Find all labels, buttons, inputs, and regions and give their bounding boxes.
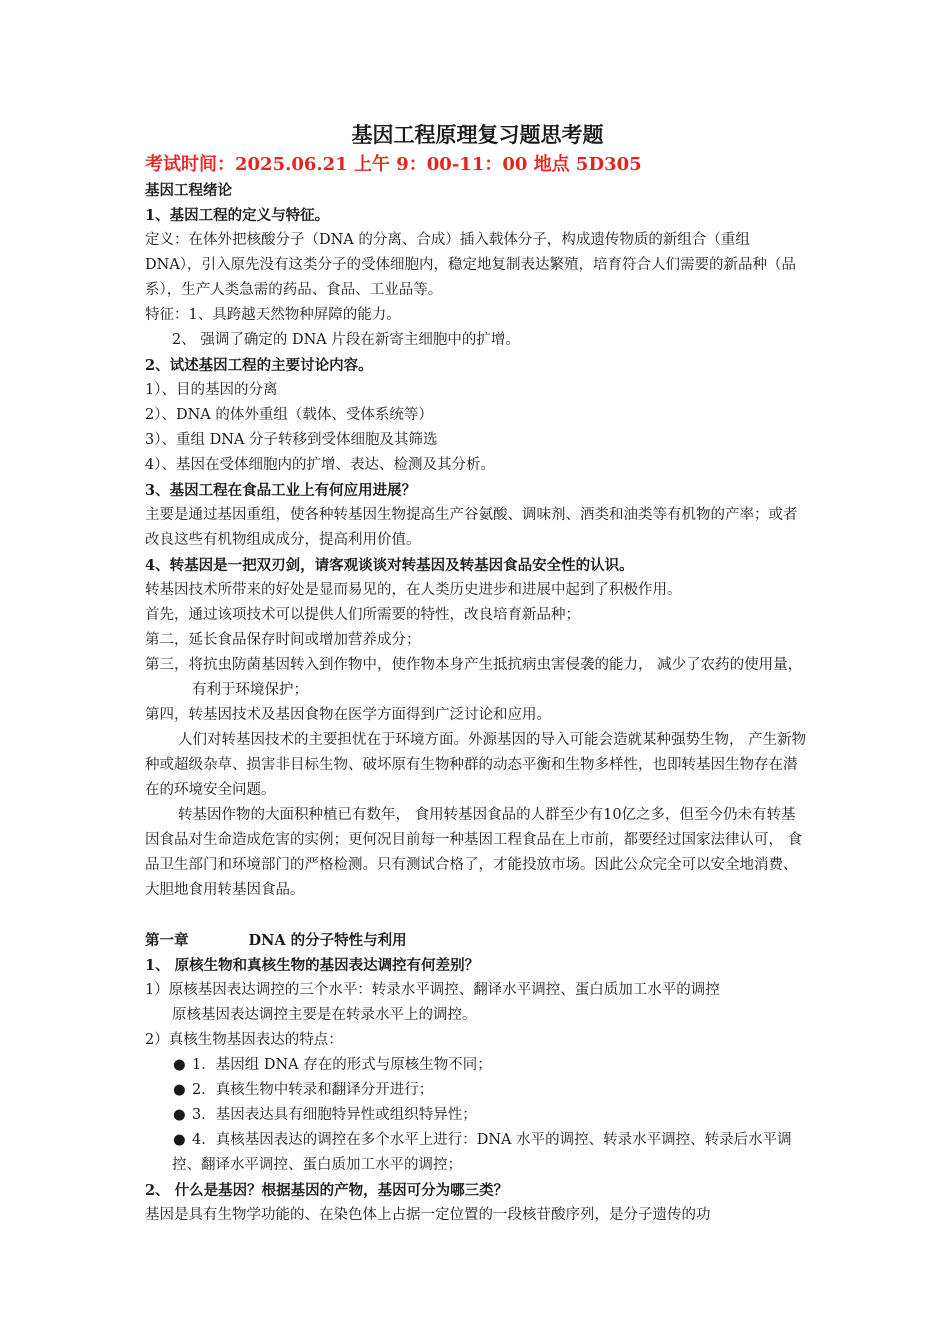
document-page [145, 118, 810, 1228]
list-item: 4）、基因在受体细胞内的扩增、表达、检测及其分析。 [145, 457, 495, 473]
list-item: ● 1．基因组 DNA 存在的形式与原核生物不同； [145, 1053, 810, 1078]
exam-info: 考试时间：2025.06.21 上午 9：00-11：00 地点 5D305 [145, 154, 642, 175]
spacer [145, 903, 810, 928]
feature-text: 2、 强调了确定的 DNA 片段在新寄主细胞中的扩增。 [172, 332, 520, 348]
list-item: 3）、重组 DNA 分子转移到受体细胞及其筛选 [145, 432, 438, 448]
chapter-name: DNA 的分子特性与利用 [248, 932, 407, 949]
answer-text: 基因是具有生物学功能的、在染色体上占据一定位置的一段核苷酸序列，是分子遗传的功 [145, 1207, 711, 1223]
list-item: 2）、DNA 的体外重组（载体、受体系统等） [145, 407, 433, 423]
chapter-label: 第一章 [145, 932, 189, 949]
feature-text: 特征：1、具跨越天然物种屏障的能力。 [145, 307, 401, 323]
bullet-icon: ● [173, 1132, 186, 1148]
answer-text: 转基因技术所带来的好处是显而易见的，在人类历史进步和进展中起到了积极作用。 [145, 582, 682, 598]
page-title: 基因工程原理复习题思考题 [351, 122, 604, 147]
bullet-list [145, 1053, 810, 1178]
list-item: ● 3．基因表达具有细胞特异性或组织特异性； [145, 1103, 810, 1128]
question-heading: 1、 原核生物和真核生物的基因表达调控有何差别？ [145, 957, 480, 974]
section-heading: 基因工程绪论 [145, 182, 232, 199]
question-heading: 4、转基因是一把双刃剑，请客观谈谈对转基因及转基因食品安全性的认识。 [145, 557, 634, 574]
answer-text: 主要是通过基因重组，使各种转基因生物提高生产谷氨酸、调味剂、酒类和油类等有机物的产率；或者改良这些有机物组成成分，提高利用价值。 [145, 507, 798, 548]
answer-text: 原核基因表达调控主要是在转录水平上的调控。 [172, 1007, 477, 1023]
answer-paragraph: 转基因作物的大面积种植已有数年， 食用转基因食品的人群至少有10亿之多，但至今仍未有转基因食品对生命造成危害的实例；更何况目前每一种基因工程食品在上市前，都要经过国家法律认可， 食品卫生部门和环境部门的严格检测。只有测试合格了，才能投放市场。因此公众完全可以安全地消费、大胆地食用转基因食品。 [145, 807, 803, 898]
answer-text: 1）原核基因表达调控的三个水平：转录水平调控、翻译水平调控、蛋白质加工水平的调控 [145, 982, 720, 998]
bullet-icon: ● [173, 1107, 186, 1123]
question-heading: 3、基因工程在食品工业上有何应用进展？ [145, 482, 417, 499]
list-item: 1）、目的基因的分离 [145, 382, 278, 398]
bullet-icon: ● [173, 1057, 186, 1073]
answer-paragraph: 人们对转基因技术的主要担忧在于环境方面。外源基因的导入可能会造就某种强势生物， 产生新物种或超级杂草、损害非目标生物、破坏原有生物种群的动态平衡和生物多样性，也即转基因生物存在潜在的环境安全问题。 [145, 732, 807, 798]
question-heading: 2、 什么是基因？根据基因的产物，基因可分为哪三类？ [145, 1182, 509, 1199]
question-heading: 2、试述基因工程的主要讨论内容。 [145, 357, 373, 374]
list-item: ● 2．真核生物中转录和翻译分开进行； [145, 1078, 810, 1103]
answer-text: 第四，转基因技术及基因食物在医学方面得到广泛讨论和应用。 [145, 707, 551, 723]
definition-text: 定义：在体外把核酸分子（DNA 的分离、合成）插入载体分子，构成遗传物质的新组合（重组 DNA），引入原先没有这类分子的受体细胞内，稳定地复制表达繁殖，培育符合人们需要的新品种（品系），生产人类急需的药品、食品、工业品等。 [145, 232, 797, 298]
answer-text: 第三，将抗虫防菌基因转入到作物中，使作物本身产生抵抗病虫害侵袭的能力， 减少了农药的使用量，有利于环境保护； [145, 657, 803, 698]
bullet-icon: ● [173, 1082, 186, 1098]
question-heading: 1、基因工程的定义与特征。 [145, 207, 330, 224]
answer-text: 首先，通过该项技术可以提供人们所需要的特性，改良培育新品种； [145, 607, 580, 623]
list-item: ● 4．真核基因表达的调控在多个水平上进行：DNA 水平的调控、转录水平调控、转录后水平调控、翻译水平调控、蛋白质加工水平的调控； [145, 1128, 810, 1178]
answer-text: 第二，延长食品保存时间或增加营养成分； [145, 632, 421, 648]
chapter-heading [145, 928, 810, 953]
answer-text: 2）真核生物基因表达的特点： [145, 1032, 343, 1048]
